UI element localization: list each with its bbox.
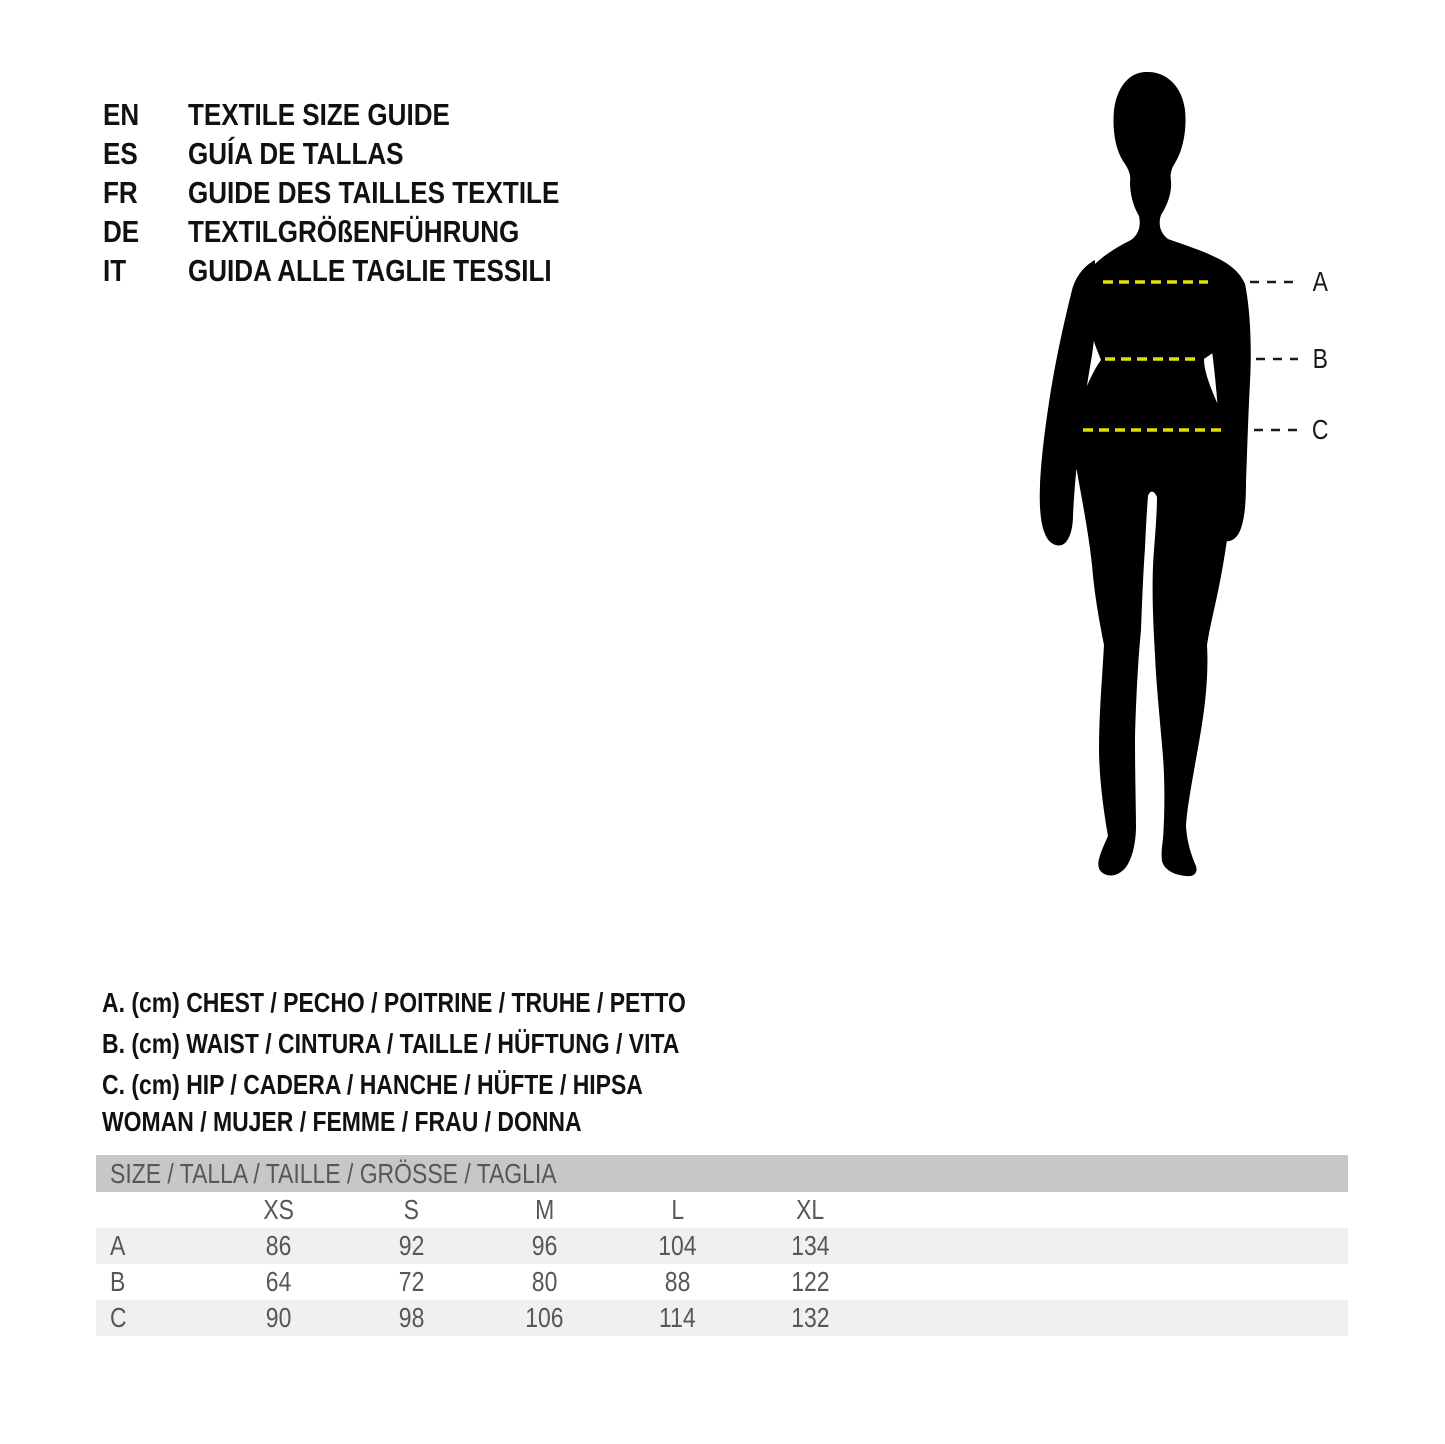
guide-title-en: TEXTILE SIZE GUIDE xyxy=(188,97,450,132)
waist-value-xs: 64 xyxy=(265,1266,292,1297)
waist-value-s: 72 xyxy=(398,1266,425,1297)
hip-value-m: 106 xyxy=(525,1302,564,1333)
chest-value-m: 96 xyxy=(531,1230,558,1261)
language-row-it xyxy=(103,251,630,290)
measurement-line-chest: A. (cm) CHEST / PECHO / POITRINE / TRUHE / PETTO xyxy=(102,987,686,1018)
column-header-xl: XL xyxy=(796,1194,825,1225)
hip-value-l: 114 xyxy=(659,1302,696,1333)
language-code: EN xyxy=(103,97,140,132)
size-table-header: SIZE / TALLA / TAILLE / GRÖSSE / TAGLIA xyxy=(96,1155,1348,1192)
guide-title-it: GUIDA ALLE TAGLIE TESSILI xyxy=(188,253,552,288)
language-row-de xyxy=(103,212,630,251)
row-label-c: C xyxy=(110,1302,127,1333)
table-row-hip xyxy=(96,1300,1348,1336)
column-header-m: M xyxy=(534,1194,555,1225)
guide-title-es: GUÍA DE TALLAS xyxy=(188,136,404,171)
language-code: ES xyxy=(103,136,138,171)
guide-title-fr: GUIDE DES TAILLES TEXTILE xyxy=(188,175,560,210)
chest-value-xs: 86 xyxy=(265,1230,292,1261)
waist-value-m: 80 xyxy=(531,1266,558,1297)
chest-value-l: 104 xyxy=(658,1230,697,1261)
chest-value-s: 92 xyxy=(398,1230,425,1261)
measurement-legend xyxy=(102,982,814,1105)
gender-label: WOMAN / MUJER / FEMME / FRAU / DONNA xyxy=(102,1106,582,1137)
hip-value-xs: 90 xyxy=(265,1302,292,1333)
row-label-b: B xyxy=(110,1266,126,1297)
marker-label-c: C xyxy=(1311,414,1329,445)
language-code: FR xyxy=(103,175,138,210)
column-header-xs: XS xyxy=(263,1194,294,1225)
guide-title-de: TEXTILGRÖßENFÜHRUNG xyxy=(188,214,520,249)
size-table-columns-row xyxy=(96,1192,1348,1228)
waist-value-l: 88 xyxy=(664,1266,691,1297)
table-row-waist xyxy=(96,1264,1348,1300)
woman-silhouette xyxy=(1000,60,1350,900)
hip-value-s: 98 xyxy=(398,1302,425,1333)
language-code: IT xyxy=(103,253,127,288)
chest-value-xl: 134 xyxy=(791,1230,830,1261)
language-code: DE xyxy=(103,214,140,249)
woman-silhouette-figure xyxy=(1000,60,1350,900)
language-row-en xyxy=(103,95,630,134)
row-label-a: A xyxy=(110,1230,126,1261)
marker-label-b: B xyxy=(1312,343,1328,374)
measurement-line-hip: C. (cm) HIP / CADERA / HANCHE / HÜFTE / HIPSA xyxy=(102,1069,643,1100)
table-row-chest xyxy=(96,1228,1348,1264)
marker-label-a: A xyxy=(1312,266,1328,297)
measurement-line-waist: B. (cm) WAIST / CINTURA / TAILLE / HÜFTUNG / VITA xyxy=(102,1028,680,1059)
language-title-list xyxy=(103,95,630,290)
language-row-es xyxy=(103,134,630,173)
size-table xyxy=(96,1155,1348,1336)
column-header-l: L xyxy=(671,1194,684,1225)
column-header-s: S xyxy=(403,1194,420,1225)
language-row-fr xyxy=(103,173,630,212)
waist-value-xl: 122 xyxy=(791,1266,830,1297)
hip-value-xl: 132 xyxy=(791,1302,830,1333)
woman-body-shape xyxy=(1072,72,1244,876)
